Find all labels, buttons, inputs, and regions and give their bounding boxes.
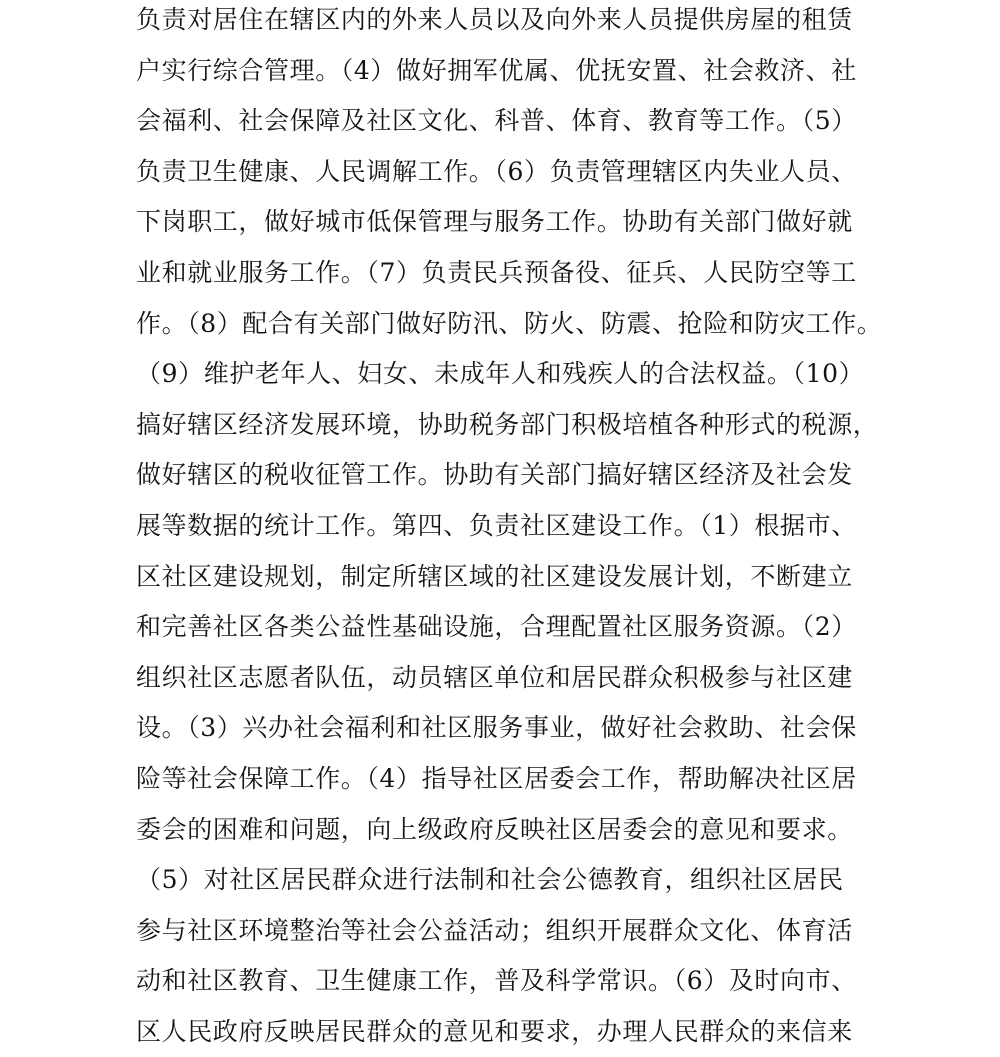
text-line: 和完善社区各类公益性基础设施，合理配置社区服务资源。（2） (136, 612, 857, 642)
text-line: 户实行综合管理。（4）做好拥军优属、优抚安置、社会救济、社 (136, 55, 857, 85)
text-line: （9）维护老年人、妇女、未成年人和残疾人的合法权益。（10） (136, 359, 865, 389)
body-text (136, 0, 896, 1057)
text-line: 设。（3）兴办社会福利和社区服务事业，做好社会救助、社会保 (136, 713, 857, 743)
text-line: 搞好辖区经济发展环境，协助税务部门积极培植各种形式的税源， (136, 409, 879, 439)
text-line: 负责对居住在辖区内的外来人员以及向外来人员提供房屋的租赁 (136, 5, 853, 34)
text-line: 会福利、社会保障及社区文化、科普、体育、教育等工作。（5） (136, 106, 857, 136)
text-line: 险等社会保障工作。（4）指导社区居委会工作，帮助解决社区居 (136, 763, 857, 793)
text-line: 委会的困难和问题，向上级政府反映社区居委会的意见和要求。 (136, 814, 853, 844)
text-line: 负责卫生健康、人民调解工作。（6）负责管理辖区内失业人员、 (136, 156, 857, 186)
text-line: 展等数据的统计工作。第四、负责社区建设工作。（1）根据市、 (136, 510, 857, 540)
text-line: 区人民政府反映居民群众的意见和要求，办理人民群众的来信来 (136, 1016, 853, 1046)
text-line: 作。（8）配合有关部门做好防汛、防火、防震、抢险和防灾工作。 (136, 308, 883, 338)
text-line: 动和社区教育、卫生健康工作，普及科学常识。（6）及时向市、 (136, 966, 857, 996)
text-line: 组织社区志愿者队伍，动员辖区单位和居民群众积极参与社区建 (136, 662, 853, 692)
text-line: 做好辖区的税收征管工作。协助有关部门搞好辖区经济及社会发 (136, 460, 853, 490)
text-line: 业和就业服务工作。（7）负责民兵预备役、征兵、人民防空等工 (136, 257, 857, 287)
text-line: （5）对社区居民群众进行法制和社会公德教育，组织社区居民 (136, 865, 844, 895)
text-line: 区社区建设规划，制定所辖区域的社区建设发展计划，不断建立 (136, 561, 853, 591)
text-line: 参与社区环境整治等社会公益活动；组织开展群众文化、体育活 (136, 915, 853, 945)
text-line: 下岗职工，做好城市低保管理与服务工作。协助有关部门做好就 (136, 207, 853, 237)
